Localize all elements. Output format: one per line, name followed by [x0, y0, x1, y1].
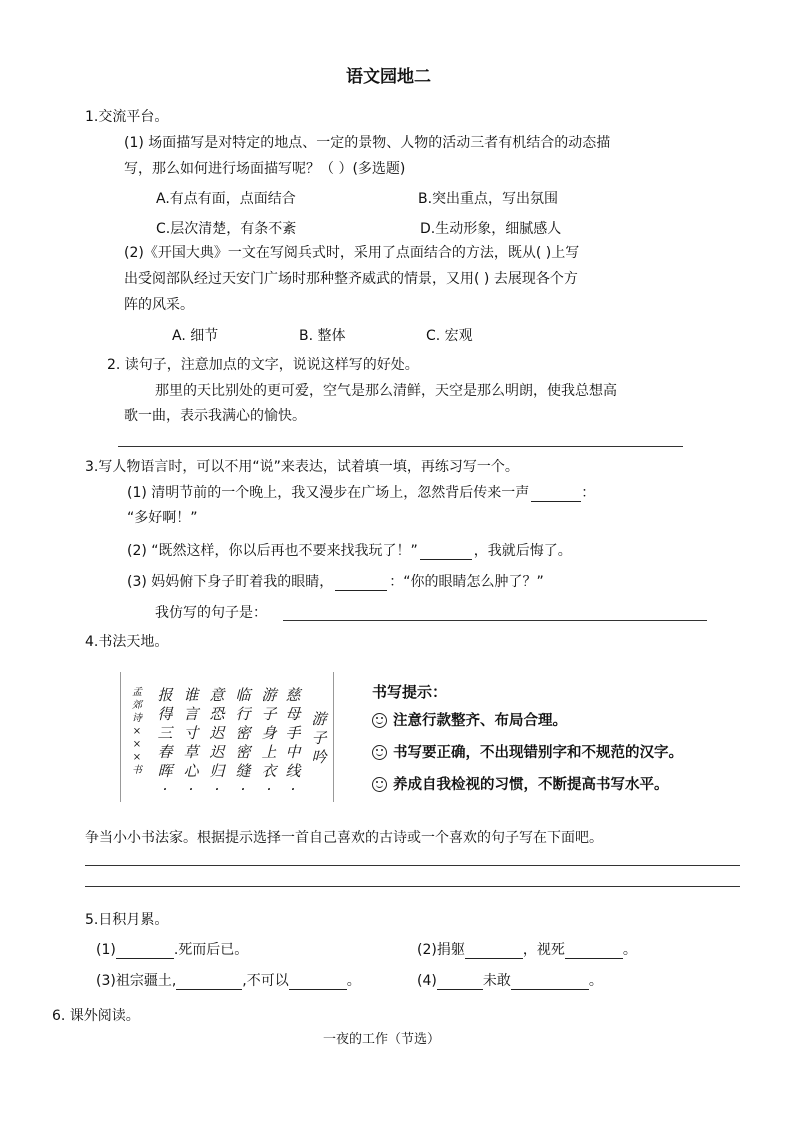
q5-i3-label: (3)祖宗疆土,	[96, 973, 177, 989]
q5-i1-label: (1)	[96, 942, 116, 958]
q5-i2-blank-1[interactable]	[465, 944, 523, 959]
q5-i3-text: ,不可以	[242, 973, 289, 989]
q1-option-b: B.突出重点，写出氛围	[418, 191, 559, 207]
q5-i4-blank-1[interactable]	[437, 975, 483, 990]
tips-title: 书写提示：	[372, 683, 448, 701]
q3-s3-blank[interactable]	[335, 576, 387, 591]
q6-heading: 6. 课外阅读。	[52, 1008, 140, 1024]
q2-heading: 2. 读句子，注意加点的文字，说说这样写的好处。	[107, 357, 419, 373]
tip-1	[372, 712, 567, 730]
tip-2	[372, 744, 683, 762]
q5-i4-label: (4)	[417, 973, 437, 989]
poem-column: 意恐迟迟归	[209, 686, 225, 780]
q1-p2-line2: 出受阅部队经过天安门广场时那种整齐威武的情景，又用( ) 去展现各个方	[124, 271, 578, 287]
q5-item-3	[96, 972, 361, 990]
q3-s1-text: (1) 清明节前的一个晚上，我又漫步在广场上，忽然背后传来一声	[127, 485, 530, 501]
poem-title: 游子吟	[311, 710, 327, 766]
poem-column: 临行密密缝	[235, 686, 251, 780]
tip-3	[372, 776, 669, 794]
q5-i2-blank-2[interactable]	[565, 944, 623, 959]
poem-dot: ·	[266, 780, 272, 798]
tip-text: 养成自我检视的习惯，不断提高书写水平。	[393, 777, 669, 793]
q1-p2-line1: (2)《开国大典》一文在写阅兵式时，采用了点面结合的方法，既从( )上写	[124, 245, 580, 261]
q2-answer-line[interactable]	[118, 446, 683, 447]
q3-s3-text: (3) 妈妈俯下身子盯着我的眼睛，	[127, 574, 334, 590]
q5-i4-text: 未敢	[482, 973, 511, 989]
article-title: 一夜的工作（节选）	[323, 1032, 441, 1047]
smiley-icon	[372, 777, 387, 792]
q5-i3-blank-1[interactable]	[176, 975, 242, 990]
poem-dot: ·	[162, 780, 168, 798]
q2-sentence-line1: 那里的天比别处的更可爱，空气是那么清鲜，天空是那么明朗，使我总想高	[155, 383, 617, 399]
q1-p2-line3: 阵的风采。	[124, 297, 194, 313]
q4-heading: 4.书法天地。	[85, 634, 169, 650]
q1-p1-line1: (1) 场面描写是对特定的地点、一定的景物、人物的活动三者有机结合的动态描	[124, 135, 611, 151]
q5-i1-blank[interactable]	[116, 944, 174, 959]
smiley-icon	[372, 745, 387, 760]
poem-column: 报得三春晖	[157, 686, 173, 780]
poem-column: 游子身上衣	[261, 686, 277, 780]
q5-heading: 5.日积月累。	[85, 912, 169, 928]
q5-i3-end: 。	[346, 973, 361, 989]
poem-dot: ·	[290, 780, 296, 798]
q1-option-a: A.有点有面，点面结合	[156, 191, 296, 207]
q5-i2-label: (2)捐躯	[417, 942, 465, 958]
q3-heading: 3.写人物语言时，可以不用“说”来表达，试着填一填，再练习写一个。	[85, 459, 519, 475]
q3-s1-colon: ：	[581, 485, 596, 501]
poem-dot: ·	[214, 780, 220, 798]
q1-option-d: D.生动形象，细腻感人	[420, 221, 562, 237]
q3-s2-blank[interactable]	[420, 545, 472, 560]
poem-dot: ·	[240, 780, 246, 798]
q3-s1-blank[interactable]	[531, 487, 581, 502]
q1-option-c: C.层次清楚，有条不紊	[156, 221, 297, 237]
q5-i4-end: 。	[588, 973, 603, 989]
tip-text: 注意行款整齐、布局合理。	[393, 713, 567, 729]
q4-writing-line-2[interactable]	[85, 886, 740, 887]
q2-sentence-line2: 歌一曲，表示我满心的愉快。	[124, 408, 306, 424]
poem-signature: 孟郊诗 ×××书	[132, 687, 142, 776]
q1-choice-c: C. 宏观	[426, 328, 473, 344]
q3-s1-quote: “多好啊！”	[127, 510, 198, 526]
q5-item-4	[417, 972, 603, 990]
poem-column: 慈母手中线	[285, 686, 301, 780]
poem-dot: ·	[188, 780, 194, 798]
q3-s2-text: (2) “既然这样，你以后再也不要来找我玩了！”	[127, 543, 418, 559]
q5-item-1	[96, 941, 248, 959]
q3-imitate-label: 我仿写的句子是：	[155, 605, 267, 621]
q5-i1-text: .死而后已。	[173, 942, 249, 958]
q1-choice-a: A. 细节	[172, 328, 219, 344]
tip-text: 书写要正确，不出现错别字和不规范的汉字。	[393, 745, 683, 761]
q3-sentence-2	[127, 542, 572, 560]
q1-p1-line2: 写，那么如何进行场面描写呢？（ ）(多选题)	[124, 161, 406, 177]
calligraphy-sample	[120, 672, 334, 802]
q1-heading: 1.交流平台。	[85, 109, 169, 125]
page-title: 语文园地二	[346, 67, 431, 87]
q3-sentence-3	[127, 573, 544, 591]
smiley-icon	[372, 713, 387, 728]
q1-choice-b: B. 整体	[299, 328, 346, 344]
q5-i2-end: 。	[622, 942, 637, 958]
q5-item-2	[417, 941, 637, 959]
poem-column: 谁言寸草心	[183, 686, 199, 780]
q4-writing-line-1[interactable]	[85, 865, 740, 866]
q3-s3-rest: ：“你的眼睛怎么肿了？”	[389, 574, 544, 590]
q3-sentence-1	[127, 484, 595, 502]
q3-s2-rest: ，我就后悔了。	[473, 543, 572, 559]
q3-imitate-line[interactable]	[283, 620, 707, 621]
q5-i2-text: ，视死	[522, 942, 565, 958]
q4-prompt: 争当小小书法家。根据提示选择一首自己喜欢的古诗或一个喜欢的句子写在下面吧。	[85, 830, 603, 846]
q5-i4-blank-2[interactable]	[511, 975, 589, 990]
q5-i3-blank-2[interactable]	[289, 975, 347, 990]
